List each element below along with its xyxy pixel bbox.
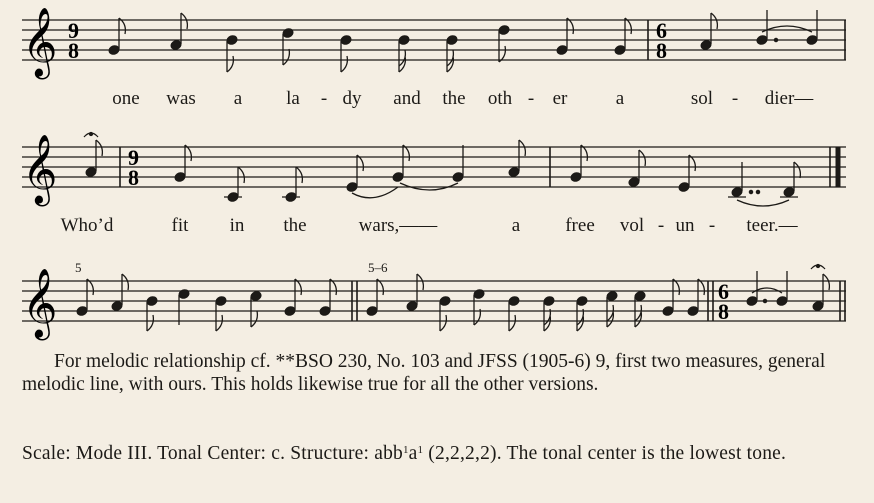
time-sig-change-bottom: 8 [656, 38, 667, 63]
lyric-syllable: fit [171, 215, 189, 236]
staff-line-2 [0, 125, 874, 245]
scale-text: (2,2,2,2). The tonal center is the lowest tone. [423, 443, 787, 464]
lyric-hyphen: - [657, 215, 665, 236]
lyric-syllable: one [112, 88, 140, 109]
staff-3-notation [0, 255, 874, 345]
treble-clef-icon: 𝄞 [22, 134, 58, 204]
time-sig-top: 9 [68, 18, 79, 43]
lyric-syllable: free [565, 215, 595, 236]
lyric-syllable: in [229, 215, 245, 236]
treble-clef-icon: 𝄞 [22, 7, 58, 77]
lyric-syllable: teer.— [746, 215, 798, 236]
measure-number: 5 [75, 260, 82, 275]
measure-number: 5–6 [368, 260, 388, 275]
time-sig-bottom: 8 [68, 38, 79, 63]
lyric-syllable: was [166, 88, 196, 109]
lyric-syllable: a [233, 88, 243, 109]
relationship-note: For melodic relationship cf. **BSO 230, No. 103 and JFSS (1905-6) 9, first two measures, general melodic line, with ours. This holds likewise true for all the other versions. [22, 351, 826, 395]
scale-note [22, 442, 852, 465]
superscript: 1 [402, 444, 409, 456]
lyric-syllable: vol [619, 215, 645, 236]
lyric-syllable: a [615, 88, 625, 109]
lyric-syllable: oth [487, 88, 513, 109]
lyric-syllable: wars,—— [358, 215, 438, 236]
staff-1-notes [108, 10, 818, 72]
lyric-hyphen: - [527, 88, 535, 109]
lyric-hyphen: - [708, 215, 716, 236]
lyric-syllable: the [283, 215, 307, 236]
treble-clef-icon: 𝄞 [22, 268, 58, 338]
lyric-syllable: a [511, 215, 521, 236]
lyric-syllable: and [393, 88, 421, 109]
time-sig-change-top: 6 [656, 18, 667, 43]
lyric-syllable: dier— [764, 88, 814, 109]
time-sig-end-bottom: 8 [718, 299, 729, 324]
lyric-syllable: the [442, 88, 466, 109]
lyric-syllable: la [286, 88, 300, 109]
lyric-syllable: dy [342, 88, 362, 109]
lyric-syllable: Who’d [60, 215, 114, 236]
staff-line-1 [0, 0, 874, 120]
scale-text: Scale: Mode III. Tonal Center: c. Structure: abb [22, 443, 403, 464]
time-sig-bottom: 8 [128, 165, 139, 190]
lyric-hyphen: - [731, 88, 739, 109]
superscript: 1 [417, 444, 424, 456]
time-sig-top: 9 [128, 145, 139, 170]
lyric-syllable: er [552, 88, 568, 109]
lyric-hyphen: - [320, 88, 328, 109]
scale-text: a [408, 443, 418, 464]
lyric-syllable: sol [690, 88, 714, 109]
staff-line-3 [0, 255, 874, 345]
lyric-syllable: un [675, 215, 695, 236]
staff-2-notes [84, 133, 800, 207]
time-sig-end-top: 6 [718, 279, 729, 304]
